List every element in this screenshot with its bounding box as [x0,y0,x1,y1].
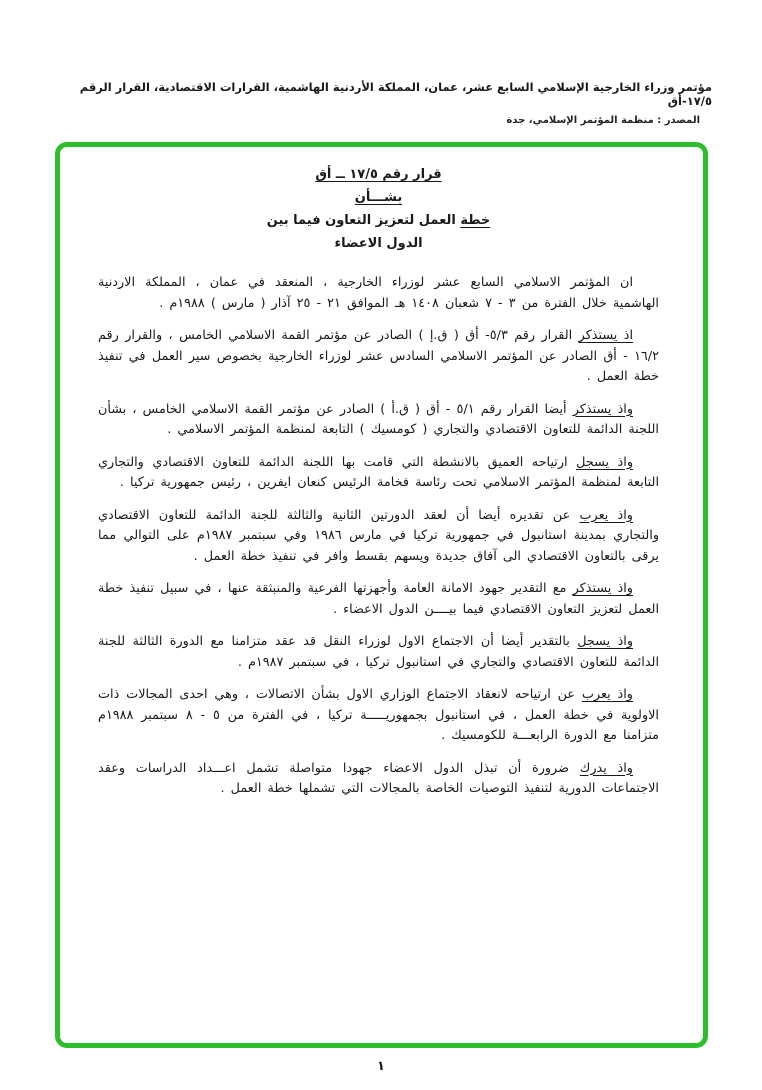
paragraph-1-body: ان المؤتمر الاسلامي السابع عشر لوزراء الخارجية ، المنعقد في عمان ، المملكة الاردنية الهاشمية خلال الفترة من ٣ - ٧ شعبان ١٤٠٨ هـ الموافق ٢١ - ٢٥ آذار ( مارس ) ١٩٨٨م . [98,275,659,311]
paragraph-7 [98,632,659,673]
paragraph-5-lead: واذ يعرب [579,507,633,523]
document-frame [55,142,708,1048]
paragraph-6-lead: واذ يستذكر [572,581,633,596]
header-source-line: مؤتمر وزراء الخارجية الإسلامي السابع عشر، عمان، المملكة الأردنية الهاشمية، القرارات الاقتصادية، القرار الرقم ١٧/٥-أق [79,80,712,108]
paragraph-8-lead: واذ يعرب [581,687,633,702]
paragraph-9-body: ضرورة أن تبذل الدول الاعضاء جهودا متواصلة تشمل اعـــداد الدراسات وعقد الاجتماعات الدورية لتنفيذ التوصيات الخاصة بالمجالات التي تشملها خطة العمل . [98,760,659,796]
title-member-states: الدول الاعضاء [334,236,423,251]
paragraph-8-body: عن ارتياحه لانعقاد الاجتماع الوزاري الاول بشأن الاتصالات ، وهي احدى المجالات ذات الاولوية في خطة العمل ، في استانبول بجمهوريـــــة تركيا ، في الفترة من ٥ - ٨ سبتمبر ١٩٨٨م متزامنا مع الدورة الرابعـــة للكومسيك . [98,687,659,743]
title-resolution-number: قرار رقم ١٧/٥ ــ أق [315,167,442,182]
title-subject-lead: خطة [460,213,491,228]
paragraph-4-body: ارتياحه العميق بالانشطة التي قامت بها اللجنة الدائمة للتعاون الاقتصادي والتجاري التابعة لمنظمة المؤتمر الاسلامي تحت رئاسة فخامة الرئيس كنعان ايفرين ، رئيس جمهورية تركيا . [98,454,659,490]
paragraph-3 [98,400,659,441]
header-publisher-line: المصدر : منظمة المؤتمر الإسلامي، جدة [506,115,700,126]
resolution-title-block [98,163,659,255]
title-subject-line [98,209,659,232]
paragraph-3-body: أيضا القرار رقم ٥/١ - أق ( ق.أ ) الصادر عن مؤتمر القمة الاسلامي الخامس ، بشأن اللجنة الدائمة للتعاون الاقتصادي والتجاري ( كومسيك ) التابعة لمنظمة المؤتمر الاسلامي . [98,401,659,437]
title-regarding: بشـــأن [354,190,403,205]
page-header [46,80,712,126]
title-subject-rest: العمل لتعزيز التعاون فيما بين [266,213,461,228]
paragraph-5 [98,506,659,568]
page-number: ١ [377,1059,385,1074]
paragraph-6 [98,579,659,620]
paragraph-6-body: مع التقدير جهود الامانة العامة وأجهزتها الفرعية والمنبثقة عنها ، في سبيل تنفيذ خطة العمل لتعزيز التعاون الاقتصادي فيما بيــــن الدول الاعضاء . [98,581,659,617]
paragraph-5-body: عن تقديره أيضا أن لعقد الدورتين الثانية والثالثة للجنة الدائمة للتعاون الاقتصادي والتجاري بمدينة استانبول في جمهورية تركيا في مارس ١٩٨٦ وفي سبتمبر ١٩٨٧م على التوالي مما يرقى بالتعاون الاقتصادي الى آفاق جديدة ويسهم بقسط وافر في تنفيذ خطة العمل . [98,507,659,564]
paragraph-2-body: القرار رقم ٥/٣- أق ( ق.إ ) الصادر عن مؤتمر القمة الاسلامي الخامس ، والقرار رقم ١٦/٢ - أق الصادر عن المؤتمر الاسلامي السادس عشر لوزراء الخارجية بخصوص سير العمل في تنفيذ خطة العمل . [98,328,659,384]
paragraph-8 [98,685,659,747]
paragraph-9-lead: واذ يدرك [579,760,633,776]
paragraph-7-body: بالتقدير أيضا أن الاجتماع الاول لوزراء النقل قد عقد متزامنا مع الدورة الثالثة للجنة الدائمة للتعاون الاقتصادي والتجاري في استانبول تركيا ، في سبتمبر ١٩٨٧م . [98,634,659,670]
paragraph-2 [98,326,659,388]
paragraph-7-lead: واذ يسجل [577,634,633,649]
paragraph-2-lead: اذ يستذكر [578,328,634,343]
paragraph-4 [98,453,659,494]
paragraph-4-lead: واذ يسجل [576,454,633,470]
paragraph-9 [98,759,659,800]
paragraph-3-lead: واذ يستذكر [572,401,633,417]
paragraph-1 [98,273,659,314]
